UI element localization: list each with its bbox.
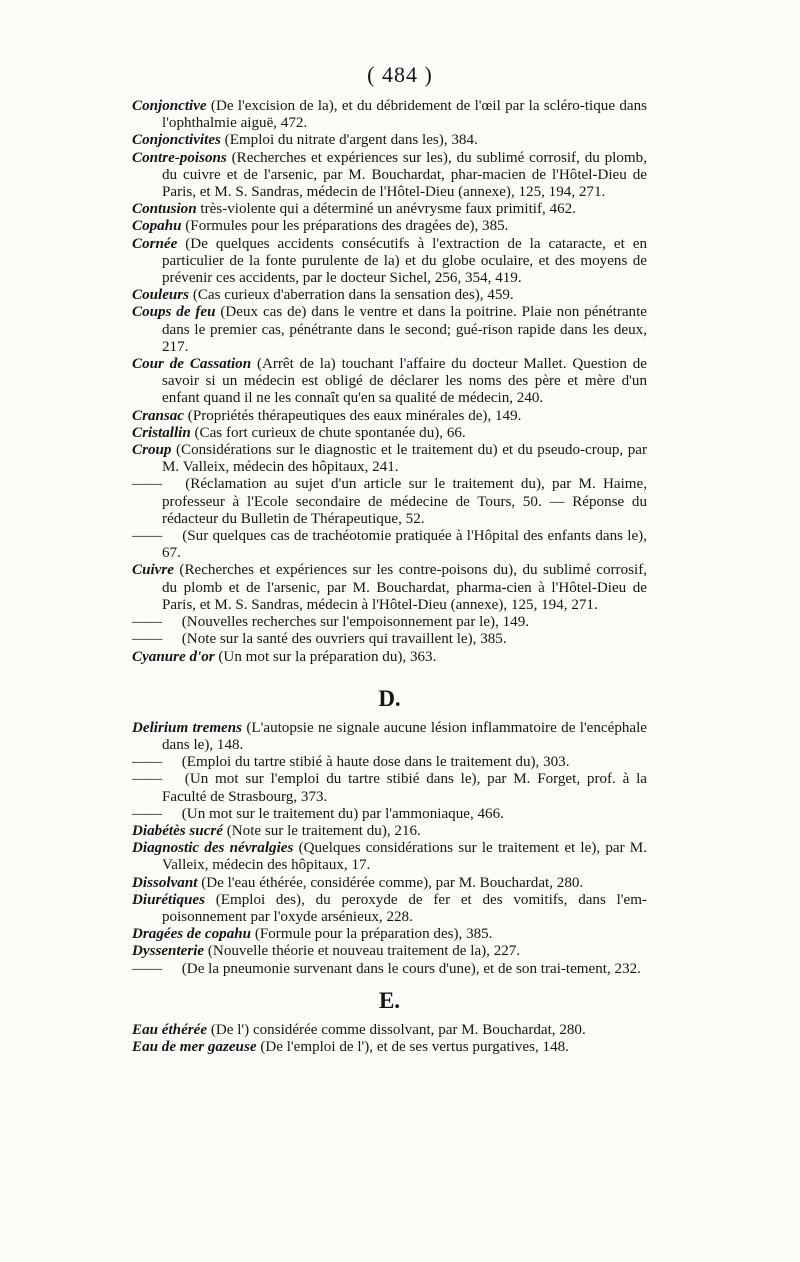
index-entry [132,840,647,874]
index-entry [132,425,647,442]
page-number: ( 484 ) [367,62,433,87]
entry-text: (De l') considérée comme dissolvant, par M. Bouchardat, 280. [210,1021,586,1038]
entry-heading: Dyssenterie [132,943,205,960]
entry-text: (Un mot sur l'emploi du tartre stibié dans le), par M. Forget, prof. à la Faculté de Strasbourg, 373. [162,771,647,805]
index-entry [132,943,647,960]
index-entry [132,720,647,754]
index-entry [132,875,647,892]
entry-text: (Recherches et expériences sur les), du sublimé corrosif, du plomb, du cuivre et de l'arsenic, par M. Bouchardat, phar-macien de l'Hôtel-Dieu de Paris, et M. S. Sandras, médecin de l'Hôtel-Dieu (annexe), 125, 194, 271. [162,149,647,201]
entry-text: (L'autopsie ne signale aucune lésion inflammatoire de l'encéphale dans le), 148. [162,719,647,753]
entry-heading: Cransac [132,407,185,424]
section-e-entries [132,1022,647,1056]
entry-text: (Emploi du tartre stibié à haute dose dans le traitement du), 303. [181,754,570,771]
entry-heading: Diabétès sucré [132,822,223,839]
entry-text: (Formule pour la préparation des), 385. [254,926,493,943]
entry-heading: Eau de mer gazeuse [132,1038,257,1055]
entry-heading: Couleurs [132,287,190,304]
entry-heading: —— [132,614,163,631]
entry-heading: —— [132,805,163,822]
entry-text: (Cas fort curieux de chute spontanée du), 66. [194,424,466,441]
entry-heading: Conjonctive [132,98,207,114]
entry-heading: Diagnostic des névralgies [132,840,294,857]
index-entry [132,98,647,132]
index-entry [132,1022,647,1039]
entry-text: (Propriétés thérapeutiques des eaux minérales de), 149. [187,407,522,424]
entry-heading: —— [132,960,163,977]
entry-text: (Nouvelles recherches sur l'empoisonnement par le), 149. [181,614,530,631]
entry-heading: —— [132,631,163,648]
index-entry [132,562,647,614]
entry-text: (Recherches et expériences sur les contre-poisons du), du sublimé corrosif, du plomb et de l'arsenic, par M. Bouchardat, pharma-cien à l'Hôtel-Dieu de Paris, et M. S. Sandras, médecin à l'Hôtel-Dieu (annexe), 125, 194, 271. [162,562,647,613]
entry-heading: Copahu [132,218,182,235]
entry-heading: —— [132,476,163,493]
index-entry [132,961,647,978]
index-entry [132,201,647,218]
entry-heading: —— [132,771,163,788]
index-entry [132,150,647,202]
entry-text: (Sur quelques cas de trachéotomie pratiquée à l'Hôpital des enfants dans le), 67. [162,528,647,562]
entry-text: (Emploi du nitrate d'argent dans les), 384. [224,132,478,149]
index-entry [132,631,647,648]
index-entry [132,132,647,149]
entry-text: (Cas curieux d'aberration dans la sensation des), 459. [192,287,514,304]
index-content [132,98,647,1056]
index-entry [132,408,647,425]
index-entry [132,218,647,235]
entry-text: (Réclamation au sujet d'un article sur le traitement du), par M. Haime, professeur à l'Ecole secondaire de médecine de Tours, 50. — Réponse du rédacteur du Bulletin de Thérapeutique, 52. [162,476,647,527]
index-entry [132,823,647,840]
entry-text: (De l'excision de la), et du débridement de l'œil par la scléro-tique dans l'ophthalmie aiguë, 472. [162,98,647,132]
entry-heading: Dissolvant [132,874,198,891]
entry-text: (Un mot sur le traitement du) par l'ammoniaque, 466. [181,805,504,822]
section-c-entries [132,98,647,666]
entry-heading: Dragées de copahu [132,926,252,943]
entry-text: (Note sur la santé des ouvriers qui travaillent le), 385. [181,631,507,648]
index-entry [132,926,647,943]
entry-heading: Cyanure d'or [132,648,215,665]
entry-heading: Cristallin [132,424,191,441]
index-entry [132,304,647,356]
entry-heading: Contre-poisons [132,149,227,166]
entry-text: (De la pneumonie survenant dans le cours d'une), et de son trai-tement, 232. [181,960,641,977]
entry-text: (Emploi des), du peroxyde de fer et des vomitifs, dans l'em-poisonnement par l'oxyde arsénieux, 228. [162,891,647,925]
entry-text: (Note sur le traitement du), 216. [226,822,421,839]
index-entry [132,442,647,476]
entry-text: (Formules pour les préparations des dragées de), 385. [185,218,509,235]
section-letter-e: E. [378,987,401,1013]
entry-heading: Cornée [132,235,178,252]
index-entry [132,356,647,408]
index-entry [132,528,647,562]
entry-text: (Quelques considérations sur le traitement et le), par M. Valleix, médecin des hôpitaux, 17. [162,840,647,874]
entry-heading: Cour de Cassation [132,356,252,373]
entry-heading: Conjonctivites [132,132,221,149]
entry-heading: Croup [132,442,172,459]
index-entry [132,806,647,823]
entry-text: (Arrêt de la) touchant l'affaire du docteur Mallet. Question de savoir si un médecin est obligé de déclarer les noms des père et mère d'un enfant quand il ne les connaît qu'en sa qualité de médecin, 240. [162,356,647,407]
entry-heading: Eau éthérée [132,1021,208,1038]
entry-heading: —— [132,528,163,545]
entry-text: (Considérations sur le diagnostic et le traitement du) et du pseudo-croup, par M. Valleix, médecin des hôpitaux, 241. [162,442,647,476]
entry-heading: Delirium tremens [132,719,243,736]
entry-text: (De l'eau éthérée, considérée comme), par M. Bouchardat, 280. [201,874,584,891]
index-entry [132,771,647,805]
index-entry [132,649,647,666]
entry-heading: Cuivre [132,562,174,579]
entry-heading: Coups de feu [132,304,216,321]
entry-heading: Diurétiques [132,891,205,908]
entry-text: (Deux cas de) dans le ventre et dans la poitrine. Plaie non pénétrante dans le premier cas, pénétrante dans le second; gué-rison rapide dans les deux, 217. [162,304,648,355]
section-d-entries [132,720,647,978]
entry-text: (De quelques accidents consécutifs à l'extraction de la cataracte, et en particulier de la fonte purulente de la) et du globe oculaire, et des moyens de prévenir ces accidents, par le docteur Sichel, 256, 354, 419. [162,235,647,287]
index-entry [132,614,647,631]
entry-heading: Contusion [132,201,197,218]
index-entry [132,1039,647,1056]
entry-heading: —— [132,754,163,771]
index-entry [132,476,647,528]
index-entry [132,287,647,304]
section-letter-d: D. [378,685,401,711]
index-entry [132,236,647,288]
index-entry [132,754,647,771]
entry-text: (De l'emploi de l'), et de ses vertus purgatives, 148. [260,1038,569,1055]
index-entry [132,892,647,926]
entry-text: très-violente qui a déterminé un anévrysme faux primitif, 462. [200,201,576,218]
entry-text: (Nouvelle théorie et nouveau traitement de la), 227. [207,943,521,960]
entry-text: (Un mot sur la préparation du), 363. [218,648,437,665]
